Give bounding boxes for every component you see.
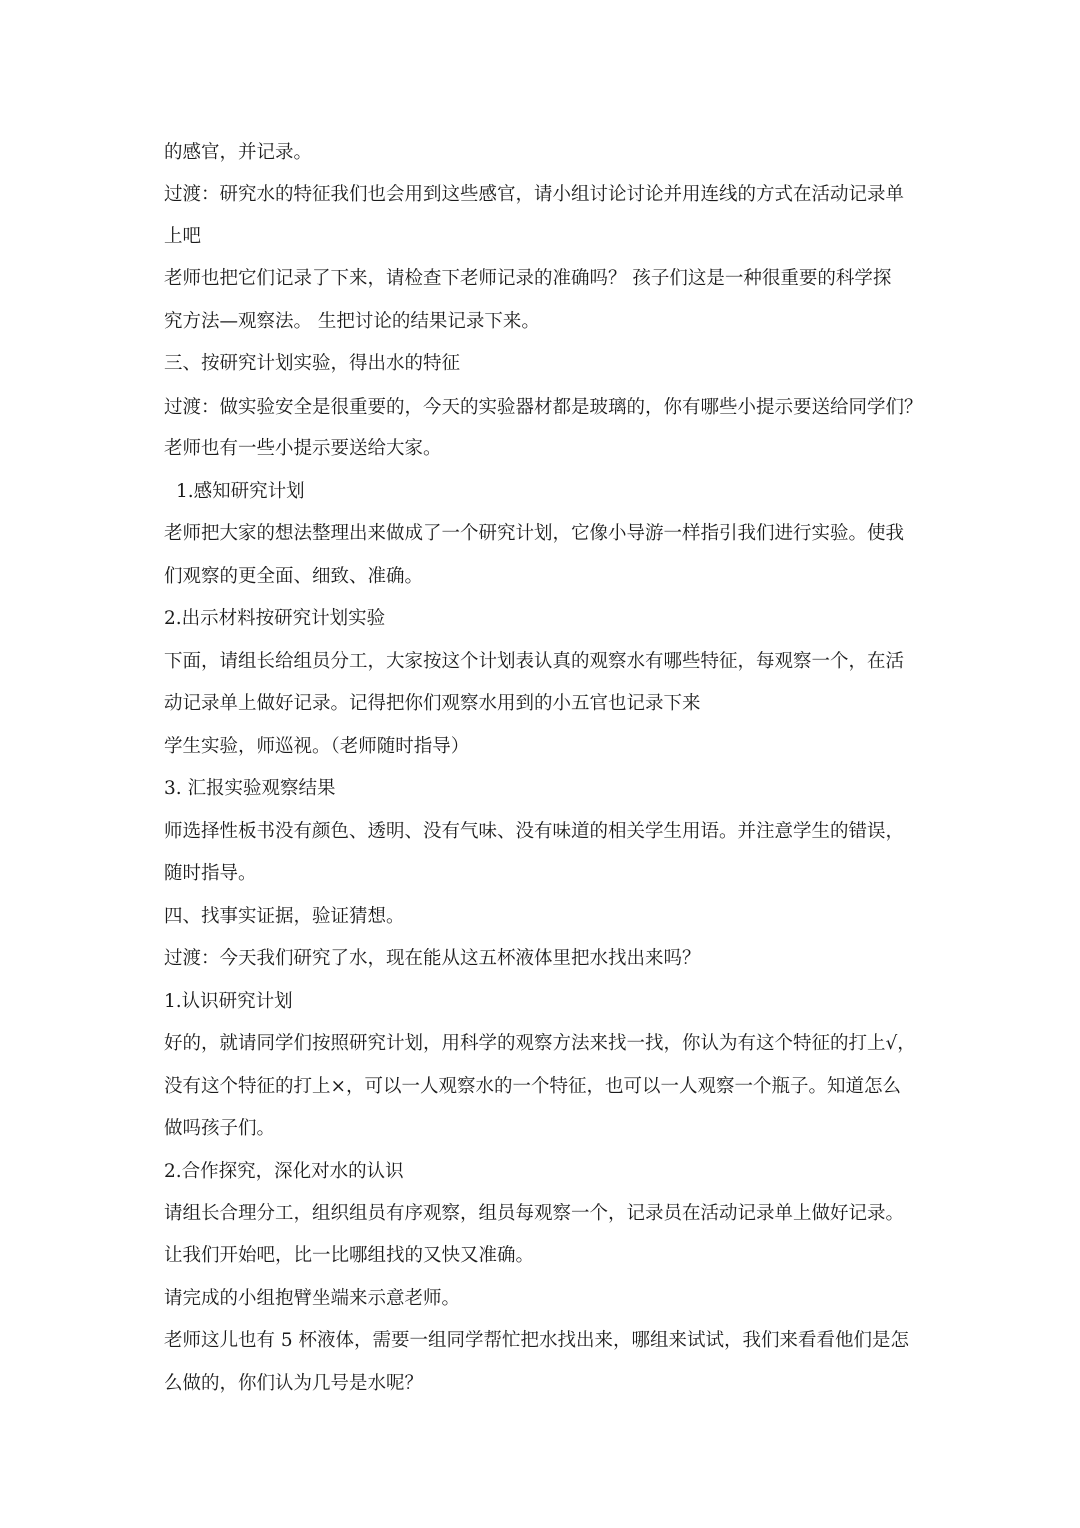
subheading: 2.出示材料按研究计划实验 (164, 608, 386, 629)
text-line: 老师也把它们记录了下来，请检查下老师记录的准确吗？ 孩子们这是一种很重要的科学探 (164, 268, 892, 289)
subheading: 2.合作探究，深化对水的认识 (164, 1161, 404, 1182)
text-line: 请组长合理分工，组织组员有序观察，组员每观察一个，记录员在活动记录单上做好记录。 (164, 1203, 905, 1224)
section-heading: 四、找事实证据，验证猜想。 (164, 906, 405, 927)
text-line: 老师也有一些小提示要送给大家。 (164, 438, 442, 459)
text-line: 过渡：今天我们研究了水，现在能从这五杯液体里把水找出来吗？ (164, 948, 701, 969)
text-line: 们观察的更全面、细致、准确。 (164, 566, 424, 587)
text-line: 请完成的小组抱臂坐端来示意老师。 (164, 1288, 461, 1309)
subheading: 1.认识研究计划 (164, 991, 293, 1012)
text-line: 学生实验，师巡视。（老师随时指导） (164, 736, 470, 757)
subheading: 1.感知研究计划 (176, 481, 305, 502)
text-line: 老师这儿也有 5 杯液体，需要一组同学帮忙把水找出来，哪组来试试，我们来看看他们是怎 (164, 1330, 910, 1351)
text-line: 么做的，你们认为几号是水呢？ (164, 1373, 424, 1394)
text-line: 动记录单上做好记录。记得把你们观察水用到的小五官也记录下来 (164, 693, 701, 714)
text-line: 过渡：做实验安全是很重要的，今天的实验器材都是玻璃的，你有哪些小提示要送给同学们？ (164, 397, 923, 418)
text-line: 的感官，并记录。 (164, 142, 313, 163)
text-line: 究方法—观察法。 生把讨论的结果记录下来。 (164, 311, 540, 332)
text-line: 没有这个特征的打上×，可以一人观察水的一个特征，也可以一人观察一个瓶子。知道怎么 (164, 1076, 902, 1097)
text-line: 让我们开始吧，比一比哪组找的又快又准确。 (164, 1245, 535, 1266)
subheading: 3. 汇报实验观察结果 (164, 778, 336, 799)
text-line: 过渡：研究水的特征我们也会用到这些感官，请小组讨论讨论并用连线的方式在活动记录单 (164, 184, 905, 205)
text-line: 随时指导。 (164, 863, 257, 884)
text-line: 老师把大家的想法整理出来做成了一个研究计划，它像小导游一样指引我们进行实验。使我 (164, 523, 905, 544)
text-line: 下面，请组长给组员分工，大家按这个计划表认真的观察水有哪些特征，每观察一个，在活 (164, 651, 905, 672)
text-line: 做吗孩子们。 (164, 1118, 276, 1139)
text-line: 上吧 (164, 226, 202, 247)
text-line: 师选择性板书没有颜色、透明、没有气味、没有味道的相关学生用语。并注意学生的错误， (164, 821, 905, 842)
section-heading: 三、按研究计划实验，得出水的特征 (164, 353, 461, 374)
text-line: 好的，就请同学们按照研究计划，用科学的观察方法来找一找，你认为有这个特征的打上√， (164, 1033, 916, 1054)
